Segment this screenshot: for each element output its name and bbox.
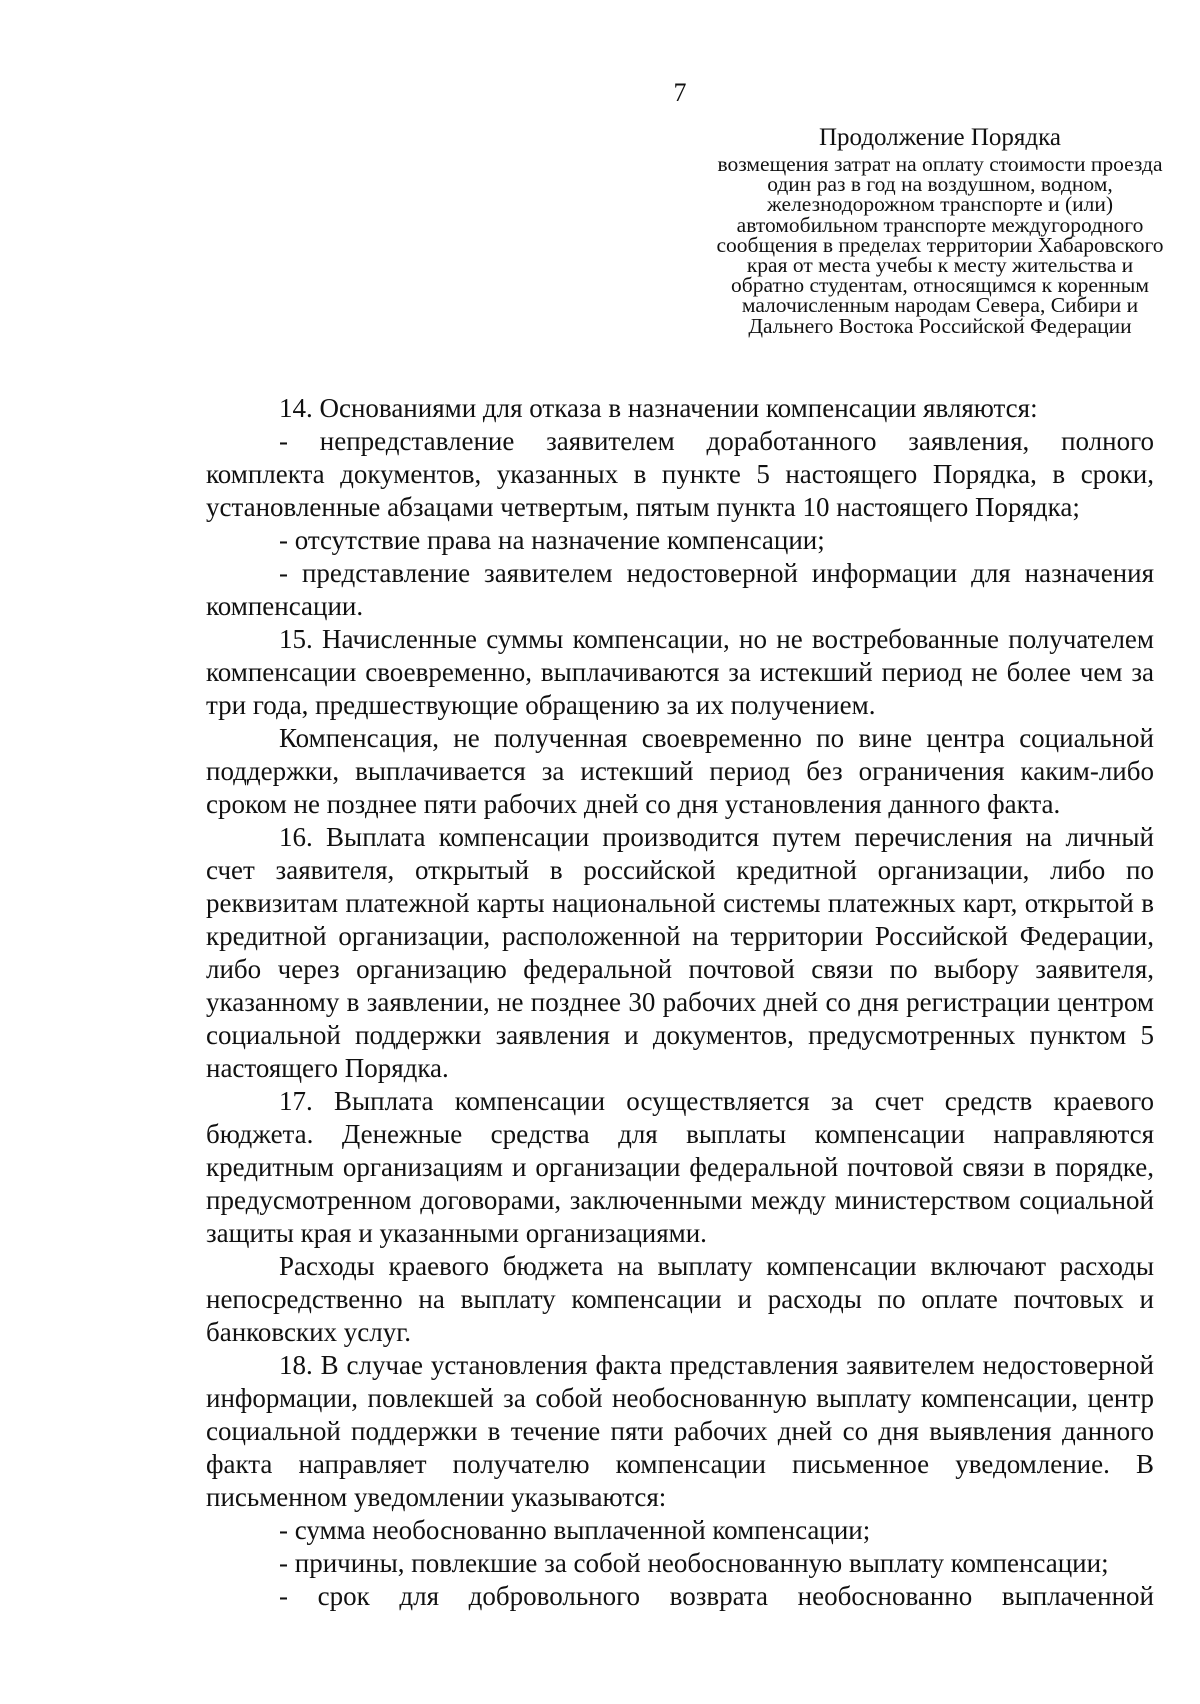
header-description: возмещения затрат на оплату стоимости проезда один раз в год на воздушном, водном, железнодорожном транспорте и (или) автомобильном транспорте междугородного сообщения в пределах территории Хабаровского края от места учебы к месту жительства и обратно студентам, относящимся к коренным малочисленным народам Севера, Сибири и Дальнего Востока Российской Федерации [716,152,1164,338]
paragraph-17: 17. Выплата компенсации осуществляется за счет средств краевого бюджета. Денежные средства для выплаты компенсации направляются кредитным организациям и организации федеральной почтовой связи в порядке, предусмотренном договорами, заключенными между министерством социальной защиты края и указанными организациями. [206,1086,1154,1248]
paragraph-15: 15. Начисленные суммы компенсации, но не востребованные получателем компенсации своевременно, выплачиваются за истекший период не более чем за три года, предшествующие обращению за их получением. [206,624,1154,720]
document-body [206,392,1154,1613]
page-number: 7 [673,78,687,107]
list-item: - сумма необоснованно выплаченной компенсации; [279,1515,871,1545]
list-item: - непредставление заявителем доработанного заявления, полного комплекта документов, указанных в пункте 5 настоящего Порядка, в сроки, установленные абзацами четвертым, пятым пункта 10 настоящего Порядка; [206,426,1154,522]
list-item: - срок для добровольного возврата необоснованно выплаченной [279,1581,1154,1611]
paragraph-16: 16. Выплата компенсации производится путем перечисления на личный счет заявителя, открытый в российской кредитной организации, либо по реквизитам платежной карты национальной системы платежных карт, открытой в кредитной организации, расположенной на территории Российской Федерации, либо через организацию федеральной почтовой связи по выбору заявителя, указанному в заявлении, не позднее 30 рабочих дней со дня регистрации центром социальной поддержки заявления и документов, предусмотренных пунктом 5 настоящего Порядка. [206,822,1154,1083]
header-title: Продолжение Порядка [819,124,1061,151]
header-block [715,124,1165,336]
paragraph-15-continued: Компенсация, не полученная своевременно по вине центра социальной поддержки, выплачивается за истекший период без ограничения каким-либо сроком не позднее пяти рабочих дней со дня установления данного факта. [206,723,1154,819]
list-item: - представление заявителем недостоверной информации для назначения компенсации. [206,558,1154,621]
list-item: - отсутствие права на назначение компенсации; [279,525,825,555]
list-item: - причины, повлекшие за собой необоснованную выплату компенсации; [279,1548,1109,1578]
paragraph-14: 14. Основаниями для отказа в назначении компенсации являются: [279,393,1038,423]
paragraph-17-continued: Расходы краевого бюджета на выплату компенсации включают расходы непосредственно на выплату компенсации и расходы по оплате почтовых и банковских услуг. [206,1251,1154,1347]
paragraph-18: 18. В случае установления факта представления заявителем недостоверной информации, повлекшей за собой необоснованную выплату компенсации, центр социальной поддержки в течение пяти рабочих дней со дня выявления данного факта направляет получателю компенсации письменное уведомление. В письменном уведомлении указываются: [206,1350,1154,1512]
